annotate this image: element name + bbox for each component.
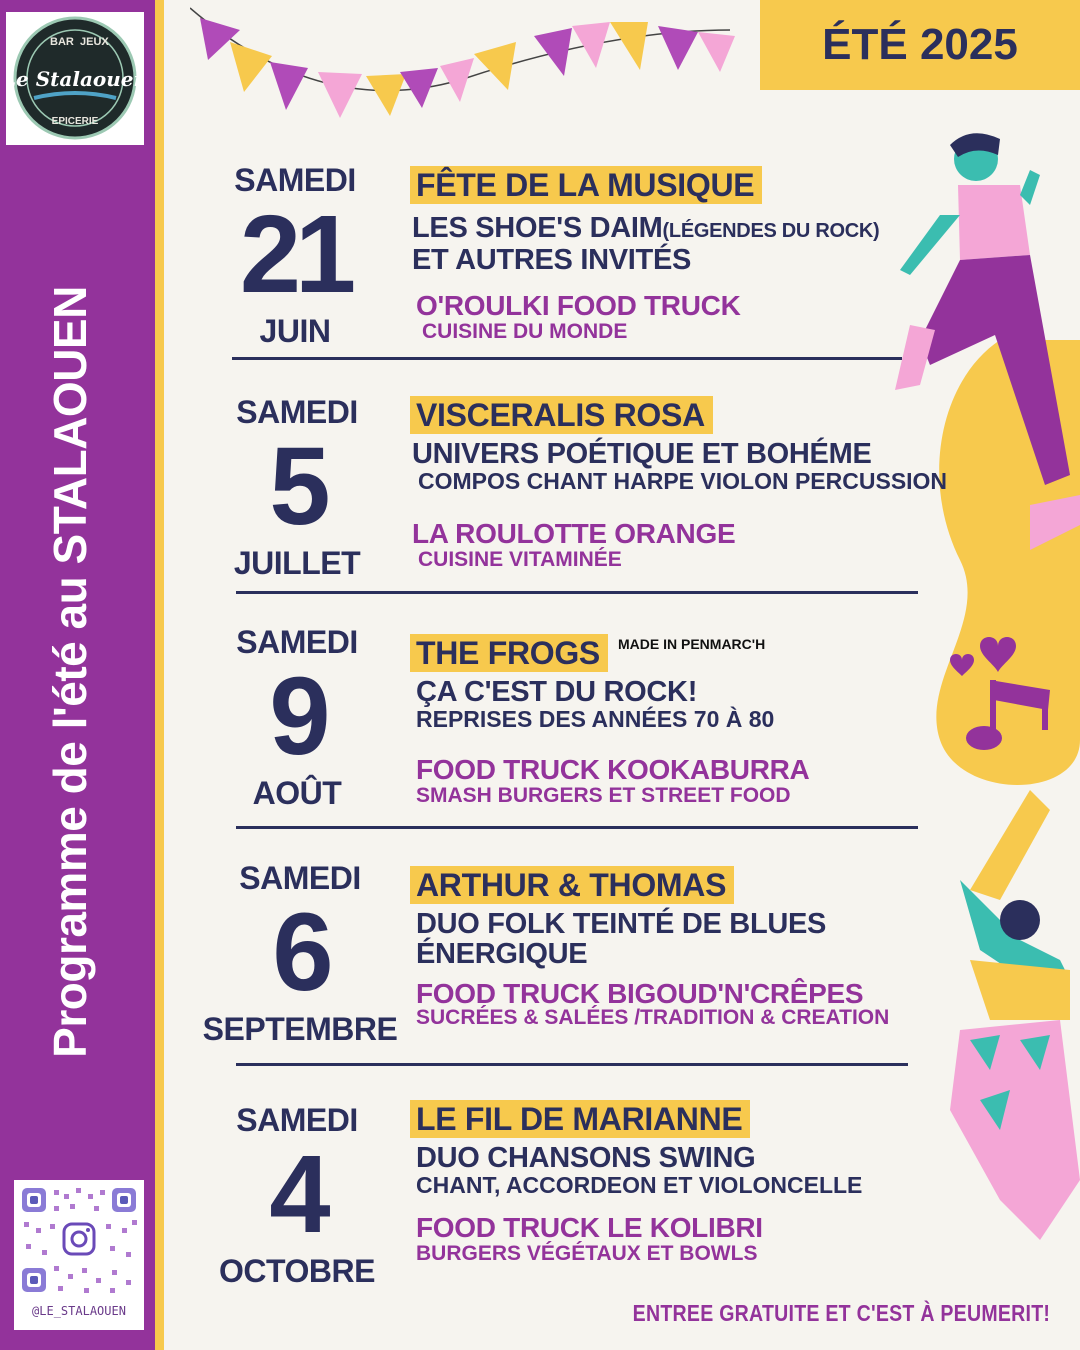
event-date bbox=[212, 394, 382, 582]
event-act-line2: ET AUTRES INVITÉS bbox=[412, 244, 692, 276]
logo bbox=[6, 12, 144, 145]
event-food: FOOD TRUCK KOOKABURRA bbox=[416, 754, 810, 785]
instagram-handle: @LE_STALAOUEN bbox=[32, 1304, 126, 1318]
event-desc: CHANT, ACCORDEON ET VIOLONCELLE bbox=[416, 1172, 863, 1198]
event-act: DUO FOLK TEINTÉ DE BLUES bbox=[416, 908, 827, 940]
event-month: OCTOBRE bbox=[219, 1253, 375, 1289]
event-day-number: 21 bbox=[239, 193, 351, 316]
footer-note: ENTREE GRATUITE ET C'EST À PEUMERIT! bbox=[632, 1300, 1050, 1326]
separator-line bbox=[236, 591, 918, 594]
event-date bbox=[200, 860, 400, 1048]
separator-line bbox=[236, 826, 918, 829]
event-headline: THE FROGS bbox=[410, 634, 608, 672]
event-headline: VISCERALIS ROSA bbox=[410, 396, 713, 434]
event-food: LA ROULOTTE ORANGE bbox=[412, 518, 736, 549]
dancer-illustration-bottom bbox=[900, 780, 1080, 1280]
instagram-icon bbox=[64, 1224, 94, 1254]
event-food-desc: BURGERS VÉGÉTAUX ET BOWLS bbox=[416, 1242, 758, 1265]
event-act: ÇA C'EST DU ROCK! bbox=[416, 676, 698, 708]
event-date bbox=[210, 162, 380, 350]
logo-jeux-text: JEUX bbox=[80, 36, 109, 48]
logo-name: Le Stalaouen bbox=[6, 67, 144, 91]
event-day-number: 5 bbox=[269, 425, 325, 548]
event-month: JUIN bbox=[259, 313, 331, 349]
event-weekday: SAMEDI bbox=[236, 394, 358, 430]
event-date bbox=[212, 624, 382, 812]
season-label: ÉTÉ 2025 bbox=[822, 20, 1018, 69]
season-banner bbox=[760, 0, 1080, 90]
event-desc: COMPOS CHANT HARPE VIOLON PERCUSSION bbox=[418, 468, 948, 494]
separator-line bbox=[236, 1063, 908, 1066]
event-act: DUO CHANSONS SWING bbox=[416, 1142, 756, 1174]
event-headline: LE FIL DE MARIANNE bbox=[410, 1100, 750, 1138]
event-month: AOÛT bbox=[252, 775, 342, 811]
event-food-desc: SUCRÉES & SALÉES /TRADITION & CREATION bbox=[416, 1006, 890, 1029]
event-date bbox=[212, 1102, 382, 1290]
qr-code[interactable] bbox=[14, 1180, 144, 1330]
event-desc: REPRISES DES ANNÉES 70 À 80 bbox=[416, 706, 775, 732]
separator-line bbox=[232, 357, 902, 360]
logo-epicerie-text: EPICERIE bbox=[51, 116, 99, 127]
event-food: FOOD TRUCK BIGOUD'N'CRÊPES bbox=[416, 978, 864, 1009]
bunting-decoration bbox=[190, 0, 750, 135]
sidebar-title: Programme de l'été au STALAOUEN bbox=[44, 286, 96, 1058]
event-food: FOOD TRUCK LE KOLIBRI bbox=[416, 1212, 763, 1243]
music-note-hearts-icon bbox=[940, 620, 1060, 760]
event-headline: ARTHUR & THOMAS bbox=[410, 866, 734, 904]
event-headline: FÊTE DE LA MUSIQUE bbox=[410, 166, 762, 204]
event-food-desc: CUISINE DU MONDE bbox=[422, 320, 628, 343]
event-day-number: 6 bbox=[272, 891, 328, 1014]
event-act bbox=[412, 212, 879, 245]
event-weekday: SAMEDI bbox=[236, 1102, 358, 1138]
sidebar-edge bbox=[155, 0, 164, 1350]
event-act: UNIVERS POÉTIQUE ET BOHÉME bbox=[412, 438, 872, 470]
event-headline-note: MADE IN PENMARC'H bbox=[618, 636, 766, 652]
event-month: SEPTEMBRE bbox=[202, 1011, 398, 1047]
event-food-desc: CUISINE VITAMINÉE bbox=[418, 548, 622, 571]
event-act-note: (LÉGENDES DU ROCK) bbox=[662, 220, 880, 242]
logo-bar-text: BAR bbox=[50, 36, 74, 48]
event-act-line2: ÉNERGIQUE bbox=[416, 938, 588, 970]
event-weekday: SAMEDI bbox=[234, 162, 356, 198]
event-weekday: SAMEDI bbox=[239, 860, 361, 896]
event-day-number: 9 bbox=[269, 655, 325, 778]
event-month: JUILLET bbox=[233, 545, 361, 581]
event-day-number: 4 bbox=[269, 1133, 325, 1256]
event-act-name: LES SHOE'S DAIM bbox=[412, 212, 663, 244]
event-food-desc: SMASH BURGERS ET STREET FOOD bbox=[416, 784, 791, 807]
event-food: O'ROULKI FOOD TRUCK bbox=[416, 290, 741, 321]
event-weekday: SAMEDI bbox=[236, 624, 358, 660]
